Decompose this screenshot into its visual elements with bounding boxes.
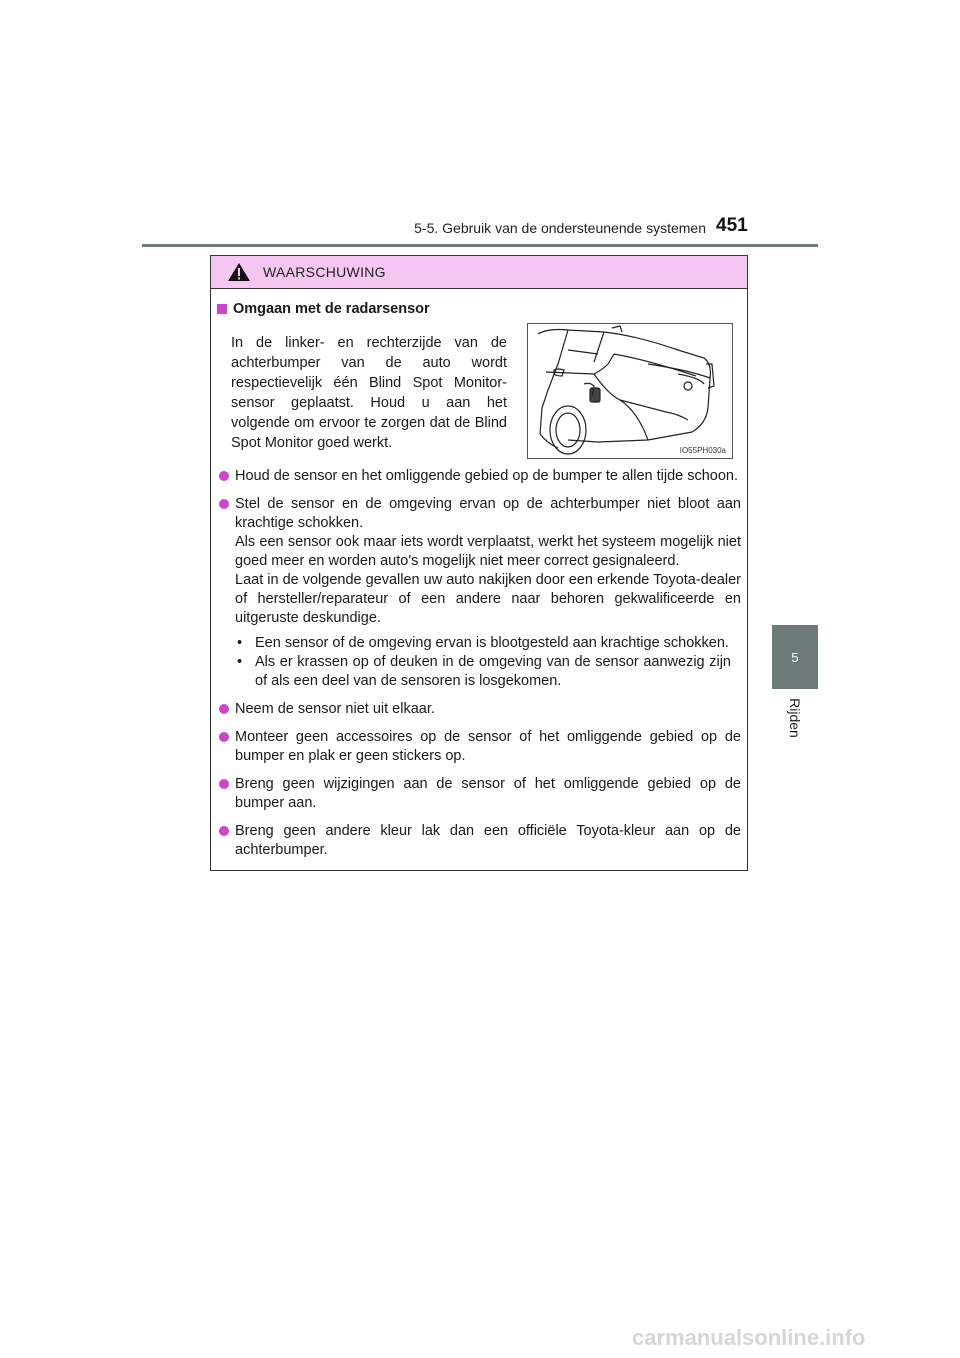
bullet-item: [217, 728, 741, 766]
bullet-text: Houd de sensor en het omliggende gebied op de bumper te allen tijde schoon.: [235, 468, 739, 484]
section-heading-text: Omgaan met de radarsensor: [233, 301, 430, 317]
bullet-paragraph: Laat in de volgende gevallen uw auto nakijken door een erkende Toyota-dealer of hersteller/reparateur of een andere naar behoren gekwalificeerde en uitgeruste deskundige.: [235, 572, 741, 626]
bullet-item: [217, 775, 741, 813]
chapter-label-text: Rijden: [786, 698, 803, 738]
bullet-paragraph: Als een sensor ook maar iets wordt verplaatst, werkt het systeem mogelijk niet goed meer en worden auto's mogelijk niet meer correct gesignaleerd.: [235, 534, 741, 569]
round-bullet-icon: [219, 826, 229, 836]
sub-item: [235, 653, 741, 691]
bullet-list: [217, 467, 741, 860]
round-bullet-icon: [219, 779, 229, 789]
chapter-number: 5: [791, 649, 799, 665]
car-rear-illustration: [528, 324, 732, 458]
bullet-body: [235, 495, 741, 691]
section-heading: [217, 301, 741, 317]
round-bullet-icon: [219, 499, 229, 509]
bullet-item: [217, 822, 741, 860]
header-rule: [142, 244, 818, 247]
sub-item-text: Als er krassen op of deuken in de omgeving van de sensor aanwezig zijn of als een deel van de sensoren is losgekomen.: [255, 654, 731, 689]
sub-list: [235, 634, 741, 691]
header-section-title: 5-5. Gebruik van de ondersteunende systemen: [414, 220, 706, 236]
bullet-text: Monteer geen accessoires op de sensor of het omliggende gebied op de bumper en plak er geen stickers op.: [235, 729, 741, 764]
sub-bullet-mark: •: [237, 654, 243, 670]
round-bullet-icon: [219, 732, 229, 742]
bullet-text: Breng geen wijzigingen aan de sensor of het omliggende gebied op de bumper aan.: [235, 776, 741, 811]
sub-item-text: Een sensor of de omgeving ervan is blootgesteld aan krachtige schokken.: [255, 635, 729, 651]
round-bullet-icon: [219, 704, 229, 714]
bullet-text: Stel de sensor en de omgeving ervan op de achterbumper niet bloot aan krachtige schokken.: [235, 496, 741, 531]
intro-block: [231, 323, 741, 459]
figure-code: IO55PH030a: [679, 446, 726, 455]
bullet-text: Breng geen andere kleur lak dan een officiële Toyota-kleur aan op de achterbumper.: [235, 823, 741, 858]
square-bullet-icon: [217, 304, 227, 314]
page-number: 451: [716, 215, 748, 236]
bullet-item: [217, 700, 741, 719]
car-rear-figure: [527, 323, 733, 459]
warning-header: [211, 256, 747, 289]
round-bullet-icon: [219, 471, 229, 481]
intro-text: In de linker- en rechterzijde van de achterbumper van de auto wordt respectievelijk één Blind Spot Monitor-sensor geplaatst. Houd u aan het volgende om ervoor te zorgen dat de Blind Spot Monitor goed werkt.: [231, 335, 507, 451]
sub-item: [235, 634, 741, 653]
warning-content: [211, 289, 747, 860]
warning-label: WAARSCHUWING: [263, 264, 386, 280]
bullet-item: [217, 467, 741, 486]
chapter-label: [772, 690, 818, 746]
bullet-text: Neem de sensor niet uit elkaar.: [235, 701, 435, 717]
warning-box: [210, 255, 748, 871]
chapter-tab: [772, 625, 818, 689]
watermark: carmanualsonline.info: [632, 1325, 866, 1350]
warning-triangle-icon: [227, 262, 251, 282]
bullet-item: [217, 495, 741, 691]
sub-bullet-mark: •: [237, 635, 243, 651]
